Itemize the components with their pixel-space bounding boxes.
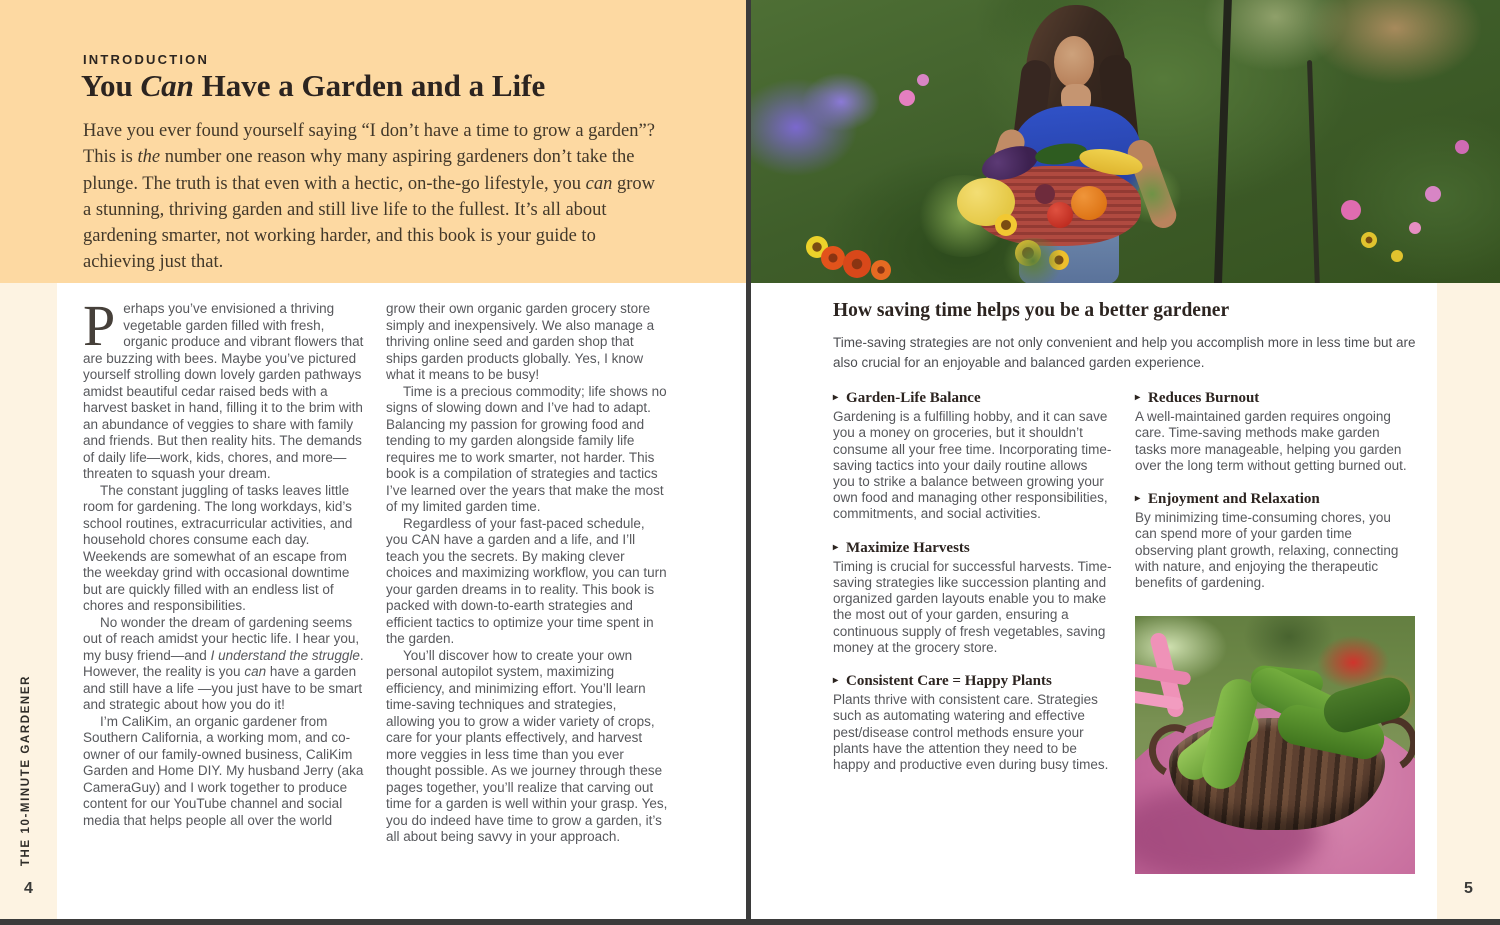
trellis-pole: [1214, 0, 1232, 283]
paragraph: Regardless of your fast-paced schedule, you CAN have a garden and a life, and I’ll teach you the secrets. By making clever choices and maximizing workflow, you can turn your garden dreams in to reality. This book is packed with down-to-earth strategies and efficient tactics to optimize your time spent in the garden.: [386, 515, 667, 646]
benefit-title: [1135, 390, 1414, 406]
left-page-number: 4: [24, 880, 33, 897]
face: [1054, 36, 1094, 88]
left-page-body: [83, 293, 669, 846]
flower-cluster: [1361, 232, 1377, 248]
chapter-eyebrow: INTRODUCTION: [83, 52, 210, 67]
paragraph: The constant juggling of tasks leaves little room for gardening. The long workdays, kid’s school routines, extracurricular activities, and household chores consume each day. Weekends are somewhat of an escape from the weekday grind with occasional downtime but are quickly filled with an endless list of chores and responsibilities.: [83, 482, 353, 613]
flower-cluster: [899, 90, 915, 106]
drop-cap: P: [83, 293, 116, 358]
flower-cluster: [1455, 140, 1469, 154]
benefit-title-text: Consistent Care = Happy Plants: [846, 673, 1052, 690]
cucumber-basket-photo: [1135, 616, 1415, 874]
gardener-portrait-photo: [751, 0, 1500, 283]
benefit-body: Gardening is a fulfilling hobby, and it can save you a money on groceries, but it shouldn’t consume all your free time. Incorporating time-saving tactics into your daily routine allows you to strike a balance between growing your own food and managing other responsibilities, commitments, and social activities.: [833, 409, 1112, 522]
benefits-column-2: [1135, 390, 1414, 608]
right-page-number: 5: [1464, 880, 1473, 897]
benefit-consistent-care: [833, 673, 1112, 773]
bottom-rule: [0, 919, 1500, 925]
paragraph-text: erhaps you’ve envisioned a thriving vegetable garden filled with fresh, organic produce and vibrant flowers that are buzzing with bees. Maybe you’ve pictured yourself strolling down lovely garden pathways amidst beautiful cedar raised beds with a harvest basket in hand, filling it to the brim with an abundance of veggies to share with family and friends. But then reality hits. The demands of daily life—work, kids, chores, and more—threaten to squash your dream.: [83, 301, 364, 481]
left-column-1: [83, 293, 365, 846]
section-intro: Time-saving strategies are not only convenient and help you accomplish more in less time but are also crucial for an enjoyable and balanced garden experience.: [833, 335, 1416, 371]
flower-cluster: [1409, 222, 1421, 234]
sunflower: [995, 214, 1017, 236]
benefit-body: Plants thrive with consistent care. Strategies such as automating watering and effective pest/disease control methods ensure your plants have the attention they need to be happy and productive even during busy times.: [833, 692, 1109, 773]
benefit-body: A well-maintained garden requires ongoing care. Time-saving methods make garden tasks more manageable, helping you garden over the long term without getting burned out.: [1135, 409, 1407, 473]
intro-header-block: [0, 0, 746, 283]
flower-cluster: [821, 246, 845, 270]
bell-pepper: [1071, 186, 1107, 220]
benefit-body: Timing is crucial for successful harvests. Time-saving strategies like succession planting and organized garden layouts enable you to make the most out of your garden, ensuring a continuous supply of fresh vegetables, saving money at the grocery store.: [833, 558, 1112, 655]
benefit-title-text: Garden-Life Balance: [846, 390, 981, 406]
intro-lede: Have you ever found yourself saying “I don’t have a time to grow a garden”? This is the number one reason why many aspiring gardeners don’t take the plunge. The truth is that even with a hectic, on-the-go lifestyle, you can grow a stunning, thriving garden and still live life to the fullest. It’s all about gardening smarter, not working harder, and this book is your guide to achieving just that.: [83, 121, 656, 273]
benefit-title-text: Maximize Harvests: [846, 539, 970, 556]
left-column-2: [386, 301, 668, 846]
running-book-title: THE 10-MINUTE GARDENER: [20, 674, 32, 866]
bullet-triangle-icon: ▸: [1135, 392, 1141, 403]
tomato: [1047, 202, 1073, 228]
right-margin-strip: [1437, 283, 1500, 919]
flower-cluster: [1425, 186, 1441, 202]
benefit-body: By minimizing time-consuming chores, you can spend more of your garden time observing plant growth, relaxing, connecting with nature, and enjoying the therapeutic benefits of gardening.: [1135, 510, 1399, 591]
section-heading: How saving time helps you be a better gardener: [833, 300, 1230, 321]
paragraph: Time is a precious commodity; life shows no signs of slowing down and I’ve had to adapt. Balancing my passion for growing food and tending to my garden alongside family life requires me to work smarter, not harder. This book is a compilation of strategies and tactics I’ve learned over the years that make the most of my limited garden time.: [386, 383, 667, 514]
benefit-garden-life-balance: [833, 390, 1112, 523]
benefit-enjoyment-relaxation: [1135, 491, 1414, 591]
bullet-triangle-icon: ▸: [833, 392, 839, 403]
benefit-reduces-burnout: [1135, 390, 1414, 474]
benefit-title: [833, 673, 1112, 689]
benefit-maximize-harvests: [833, 540, 1112, 656]
paragraph: You’ll discover how to create your own personal autopilot system, maximizing efficiency, and minimizing effort. You’ll learn time-saving techniques and strategies, allowing you to grow a wider variety of crops, care for your plants effectively, and harvest more veggies in less time than you ever thought possible. As we journey through these pages together, you’ll realize that carving out time for a garden is well within your grasp. Yes, you do indeed have time to grow a garden, it’s all about being savvy in your approach.: [386, 647, 668, 844]
benefit-title: [833, 390, 1112, 406]
trellis-pole: [1307, 60, 1320, 283]
flower-cluster: [917, 74, 929, 86]
flower-cluster: [871, 260, 891, 280]
benefit-title: [1135, 491, 1414, 507]
flower-cluster: [1341, 200, 1361, 220]
bullet-triangle-icon: ▸: [1135, 493, 1141, 505]
greenery: [997, 238, 1069, 283]
benefit-title-text: Reduces Burnout: [1148, 390, 1260, 406]
flower-cluster: [843, 250, 871, 278]
bullet-triangle-icon: ▸: [833, 675, 839, 687]
paragraph: I’m CaliKim, an organic gardener from Southern California, a working mom, and co-owner of our family-owned business, CaliKim Garden and Home DIY. My husband Jerry (aka CameraGuy) and I work together to produce content for our YouTube channel and social media that helps people all over the world: [83, 713, 364, 828]
paragraph: grow their own organic garden grocery store simply and inexpensively. We also manage a thriving online seed and garden shop that ships garden products globally. Yes, I know what it means to be busy!: [386, 301, 655, 382]
bullet-triangle-icon: ▸: [833, 541, 839, 553]
paragraph: No wonder the dream of gardening seems out of reach amidst your hectic life. I hear you, my busy friend—and I understand the struggle. However, the reality is you can have a garden and still have a life —you just have to be smart and strategic about how you do it!: [83, 614, 364, 712]
benefits-column-1: [833, 390, 1112, 790]
page-title: You Can Have a Garden and a Life: [81, 68, 546, 103]
benefit-title: [833, 540, 1112, 556]
plum: [1035, 184, 1055, 204]
paragraph: [83, 293, 365, 483]
benefit-title-text: Enjoyment and Relaxation: [1148, 491, 1320, 508]
flower-cluster: [1391, 250, 1403, 262]
